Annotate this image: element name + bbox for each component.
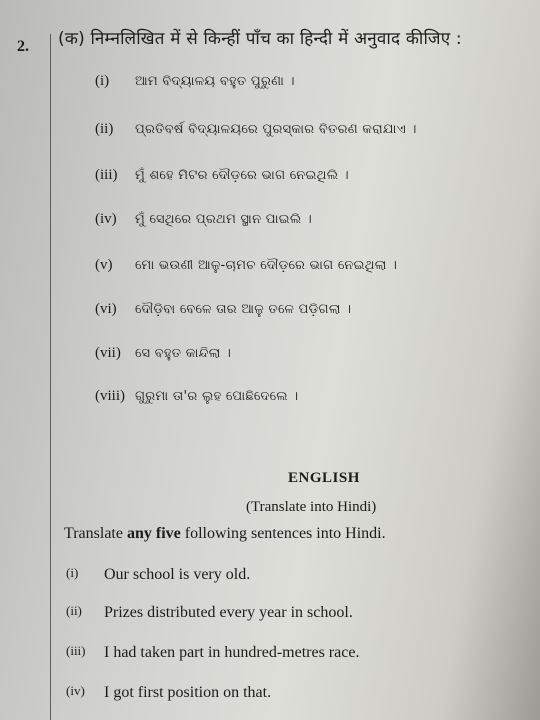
sentence-number: (iii) [95, 167, 118, 183]
sentence-number: (ii) [95, 121, 114, 137]
sentence-number: (iv) [66, 683, 85, 698]
odia-sentence-row [95, 167, 349, 184]
odia-sentence-text: ଆମ ବିଦ୍ୟାଳୟ ବହୁତ ପୁରୁଣା । [135, 74, 295, 89]
english-sentence-row [66, 603, 353, 622]
instruction-text [64, 525, 386, 543]
sentence-number: (i) [95, 73, 110, 89]
sentence-number: (vii) [95, 345, 121, 361]
odia-sentence-row [95, 73, 295, 90]
odia-sentence-text: ଗୁରୁମା ତା'ର ଲୁହ ପୋଛିଦେଲେ । [135, 389, 299, 404]
margin-line [50, 34, 51, 720]
sentence-number: (ii) [66, 603, 82, 618]
sentence-number: (i) [66, 565, 79, 580]
english-sentence-text: I had taken part in hundred-metres race. [104, 644, 360, 661]
english-sentence-row [66, 643, 359, 662]
odia-sentence-text: ମୁଁ ଶହେ ମିଟର ଦୌଡ଼ରେ ଭାଗ ନେଇଥିଲି । [135, 168, 349, 183]
sentence-number: (iii) [66, 643, 86, 658]
odia-sentence-row [95, 345, 231, 362]
question-heading: (क) निम्नलिखित में से किन्हीं पाँच का हिन्दी में अनुवाद कीजिए : [58, 29, 462, 49]
odia-sentence-row [95, 301, 351, 318]
odia-sentence-text: ମୁଁ ସେଥିରେ ପ୍ରଥମ ସ୍ଥାନ ପାଇଲି । [135, 212, 313, 227]
odia-sentence-text: ଦୌଡ଼ିବା ବେଳେ ତାର ଆଳୁ ତଳେ ପଡ଼ିଗଲା । [135, 302, 352, 317]
odia-sentence-row [95, 121, 417, 138]
odia-sentence-row [95, 211, 312, 228]
odia-sentence-text: ମୋ ଭଉଣୀ ଆଳୁ-ଚାମଚ ଦୌଡ଼ରେ ଭାଗ ନେଇଥିଲା । [135, 258, 398, 273]
section-title: ENGLISH [288, 470, 360, 486]
english-sentence-text: Our school is very old. [104, 566, 251, 583]
instruction-after: following sentences into Hindi. [180, 525, 386, 542]
sentence-number: (iv) [95, 211, 117, 227]
instruction-emphasis: any five [126, 525, 181, 542]
question-number: 2. [17, 38, 29, 55]
sentence-number: (viii) [95, 388, 125, 404]
odia-sentence-row [95, 257, 397, 274]
sentence-number: (v) [95, 257, 113, 273]
english-sentence-text: Prizes distributed every year in school. [104, 604, 353, 621]
english-sentence-row [66, 683, 271, 702]
sentence-number: (vi) [95, 301, 117, 317]
english-sentence-row [66, 565, 250, 584]
odia-sentence-text: ସେ ବହୁତ କାନ୍ଦିଲା । [135, 346, 232, 361]
english-sentence-text: I got first position on that. [104, 684, 272, 701]
section-subtitle: (Translate into Hindi) [246, 499, 377, 515]
odia-sentence-row [95, 388, 298, 405]
odia-sentence-text: ପ୍ରତିବର୍ଷ ବିଦ୍ୟାଳୟରେ ପୁରସ୍କାର ବିତରଣ କରାଯାଏ । [135, 122, 417, 137]
instruction-before: Translate [64, 525, 127, 542]
